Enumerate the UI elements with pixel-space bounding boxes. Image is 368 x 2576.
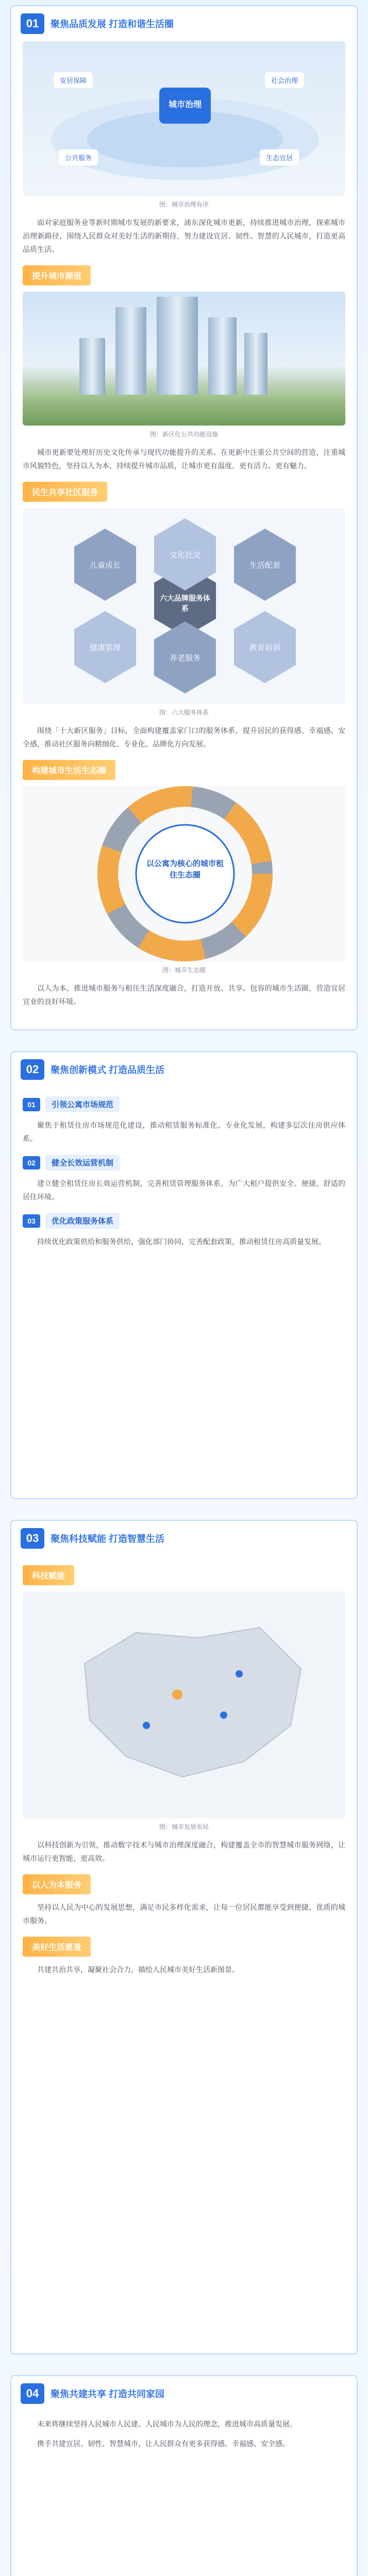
figure-caption: 图：城市发展布局 (159, 1823, 209, 1831)
hex-item: 健康管理 (89, 643, 121, 652)
subsection-label: 引领公寓市场规范 (45, 1096, 120, 1112)
section-title: 聚焦科技赋能 打造智慧生活 (51, 1534, 164, 1544)
section-header (11, 6, 357, 41)
section-number: 04 (21, 2383, 44, 2404)
subsection-label: 健全长效运营机制 (45, 1155, 120, 1171)
section-number: 02 (21, 1059, 44, 1080)
section-title: 聚焦创新模式 打造品质生活 (51, 1065, 164, 1075)
ring-center: 以公寓为核心的城市租住生态圈 (146, 859, 224, 879)
hex-item: 教育培训 (249, 643, 280, 652)
paragraph: 共建共治共享，凝聚社会合力，描绘人民城市美好生活新图景。 (37, 1965, 239, 1974)
paragraph: 面对家庭服务业等新时期城市发展的新要求，浦东深化城市更新，持续推进城市治理，探索城市治理新路径，围绕人民群众对美好生活的新期待，努力建设宜居、韧性、智慧的人民城市，打造更高品质生活。 (23, 218, 345, 253)
section-4 (10, 2375, 358, 2576)
map-graphic (23, 1591, 345, 1818)
subsection-heading (11, 1155, 357, 1171)
paragraph: 建立健全租赁住房长效运营机制，完善租赁管理服务体系，为广大租户提供安全、便捷、舒适的居住环境。 (23, 1179, 345, 1201)
diagram-node: 安居保障 (54, 72, 93, 88)
section-number: 01 (21, 13, 44, 34)
hex-item: 文化社交 (169, 551, 200, 560)
section-1 (10, 5, 358, 1030)
diagram-center: 城市治理 (168, 100, 202, 109)
section-title: 聚焦品质发展 打造和谐生活圈 (51, 19, 174, 29)
subsection-number: 01 (23, 1098, 40, 1111)
paragraph: 携手共建宜居、韧性、智慧城市，让人民群众有更多获得感、幸福感、安全感。 (37, 2439, 290, 2448)
subsection-heading (11, 1213, 357, 1229)
hex-item: 儿童成长 (89, 561, 121, 570)
figure-caption: 图：城市生态圈 (162, 967, 206, 974)
subsection-label: 优化政策服务体系 (45, 1213, 120, 1229)
figure-caption: 图：城市治理有序 (159, 201, 209, 208)
figure-caption: 图：新区化公共功能设施 (149, 431, 218, 438)
figure-caption: 图：六大服务体系 (159, 709, 209, 716)
section-2 (10, 1051, 358, 1499)
hex-item: 养老服务 (169, 654, 200, 663)
section-pill: 民生共享社区服务 (23, 482, 107, 502)
paragraph: 围绕「十大新区服务」目标，全面构建覆盖家门口的服务体系，提升居民的获得感、幸福感、安全感，推动社区服务向精细化、专业化、品牌化方向发展。 (23, 726, 345, 748)
section-header (11, 1521, 357, 1556)
section-pill: 构建城市生活生态圈 (23, 760, 115, 780)
section-pill: 提升城市颜值 (23, 265, 91, 285)
diagram-graphic (23, 41, 345, 196)
section-3 (10, 1520, 358, 2354)
section-pill: 科技赋能 (23, 1565, 74, 1585)
section-pill: 美好生活愿景 (23, 1937, 91, 1957)
paragraph: 坚持以人民为中心的发展思想，满足市民多样化需求，让每一位居民都能享受到便捷、优质的城市服务。 (23, 1903, 345, 1925)
paragraph: 聚焦于租赁住房市场规范化建设，推动租赁服务标准化、专业化发展，构建多层次住房供应体系。 (23, 1121, 345, 1143)
city-photo (23, 292, 345, 426)
section-title: 聚焦共建共享 打造共同家园 (51, 2389, 164, 2399)
governance-diagram (23, 41, 345, 196)
paragraph: 以科技创新为引领，推动数字技术与城市治理深度融合，构建覆盖全市的智慧城市服务网络，让城市运行更智能、更高效。 (23, 1841, 345, 1862)
subsection-number: 03 (23, 1214, 40, 1228)
paragraph: 未来将继续坚持人民城市人民建、人民城市为人民的理念，推进城市高质量发展。 (37, 2420, 297, 2428)
subsection-heading (11, 1096, 357, 1112)
section-number: 03 (21, 1528, 44, 1549)
section-header (11, 2376, 357, 2411)
city-map (23, 1591, 345, 1818)
section-pill: 以人为本服务 (23, 1874, 91, 1894)
diagram-node: 生态宜居 (260, 149, 299, 165)
paragraph: 持续优化政策供给和服务供给，强化部门协同，完善配套政策，推动租赁住房高质量发展。 (37, 1238, 326, 1246)
subsection-number: 02 (23, 1156, 40, 1170)
section-header (11, 1052, 357, 1087)
hex-item: 生活配套 (249, 561, 280, 570)
service-hex-diagram (23, 508, 345, 704)
ecosystem-ring (23, 786, 345, 961)
paragraph: 城市更新要处理好历史文化传承与现代功能提升的关系。在更新中注重公共空间的营造，注重城市风貌特色，坚持以人为本，持续提升城市品质，让城市更有温度、更有活力、更有魅力。 (23, 448, 345, 470)
diagram-node: 社会治理 (265, 72, 304, 88)
paragraph: 以人为本，推进城市服务与租住生活深度融合，打造开放、共享、包容的城市生活圈，营造宜居宜业的良好环境。 (23, 984, 345, 1006)
diagram-node: 公共服务 (59, 149, 98, 165)
hex-center: 六大品牌服务体系 (160, 594, 210, 613)
